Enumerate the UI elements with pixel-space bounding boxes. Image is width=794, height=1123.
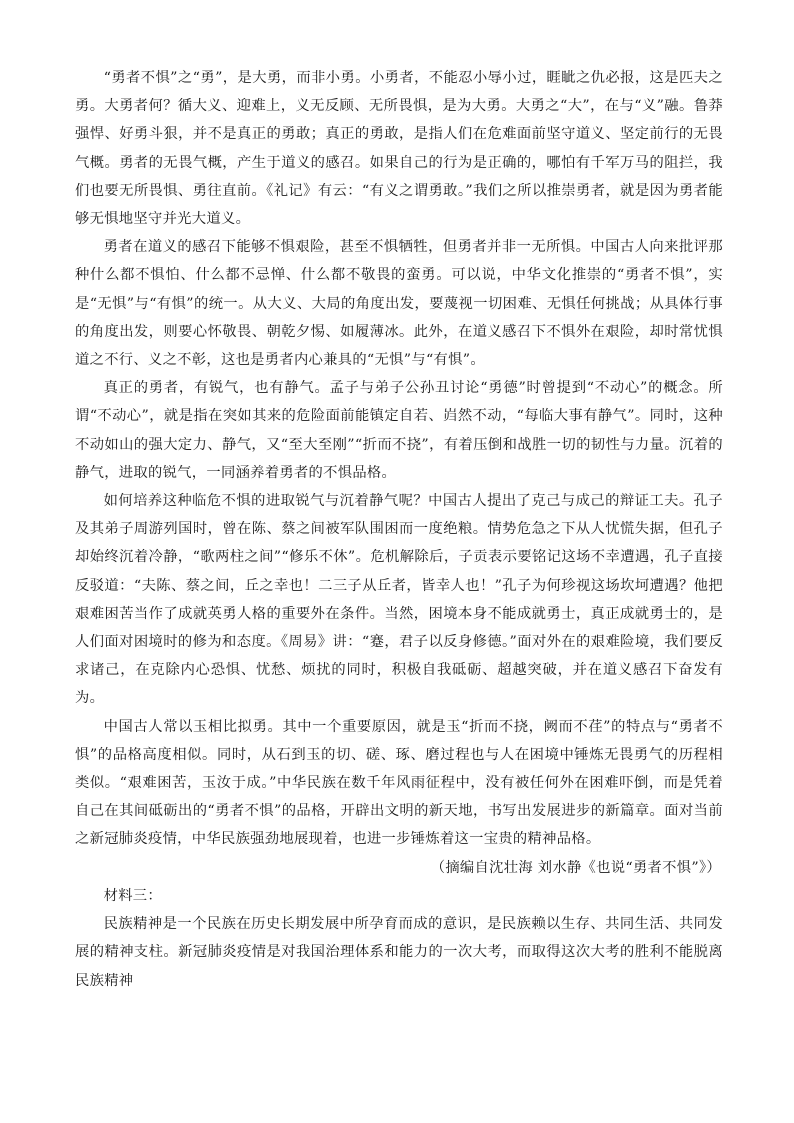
source-citation: （摘编自沈壮海 刘水静《也说“勇者不惧”》） <box>430 859 721 876</box>
paragraph-4: 如何培养这种临危不惧的进取锐气与沉着静气呢？中国古人提出了克己与成己的辩证工夫。孔子及其弟子周游列国时，曾在陈、蔡之间被军队围困而一度绝粮。情势危急之下从人忧慌失据，但孔子却始终沉着冷静，“歌两柱之间”“修乐不休”。危机解除后，子贡表示要铭记这场不幸遭遇，孔子直接反驳道：“夫陈、蔡之间，丘之幸也！二三子从丘者，皆幸人也！”孔子为何珍视这场坎坷遭遇？他把艰难困苦当作了成就英勇人格的重要外在条件。当然，困境本身不能成就勇士，真正成就勇士的，是人们面对困境时的修为和态度。《周易》讲：“蹇，君子以反身修德。”面对外在的艰难险境，我们要反求诸己，在克除内心恐惧、忧愁、烦扰的同时，积极自我砥砺、超越突破，并在道义感召下奋发有为。 <box>75 493 723 707</box>
material-heading: 材料三： <box>103 887 162 904</box>
paragraph-3: 真正的勇者，有锐气，也有静气。孟子与弟子公孙丑讨论“勇德”时曾提到“不动心”的概念。所谓“不动心”，就是指在突如其来的危险面前能镇定自若、岿然不动，“每临大事有静气”。同时，这种不动如山的强大定力、静气，又“至大至刚”“折而不挠”，有着压倒和战胜一切的韧性与力量。沉着的静气，进取的锐气，一同涵养着勇者的不惧品格。 <box>75 380 723 481</box>
material-paragraph-1: 民族精神是一个民族在历史长期发展中所孕育而成的意识，是民族赖以生存、共同生活、共同发展的精神支柱。新冠肺炎疫情是对我国治理体系和能力的一次大考，而取得这次大考的胜利不能脱离民族精神 <box>75 916 723 989</box>
paragraph-5: 中国古人常以玉相比拟勇。其中一个重要原因，就是玉“折而不挠，阙而不荏”的特点与“勇者不惧”的品格高度相似。同时，从石到玉的切、磋、琢、磨过程也与人在困境中锤炼无畏勇气的历程相类似。“艰难困苦，玉汝于成。”中华民族在数千年风雨征程中，没有被任何外在困难吓倒，而是凭着自己在其间砥砺出的“勇者不惧”的品格，开辟出文明的新天地，书写出发展进步的新篇章。面对当前之新冠肺炎疫情，中华民族强劲地展现着，也进一步锤炼着这一宝贵的精神品格。 <box>75 718 723 848</box>
paragraph-1: “勇者不惧”之“勇”，是大勇，而非小勇。小勇者，不能忍小辱小过，睚眦之仇必报，这是匹夫之勇。大勇者何？循大义、迎难上，义无反顾、无所畏惧，是为大勇。大勇之“大”，在与“义”融。鲁莽强悍、好勇斗狠，并不是真正的勇敢；真正的勇敢，是指人们在危难面前坚守道义、坚定前行的无畏气概。勇者的无畏气概，产生于道义的感召。如果自己的行为是正确的，哪怕有千军万马的阻拦，我们也要无所畏惧、勇往直前。《礼记》有云：“有义之谓勇敢。”我们之所以推崇勇者，就是因为勇者能够无惧地坚守并光大道义。 <box>75 70 723 228</box>
document-page <box>75 64 723 995</box>
paragraph-2: 勇者在道义的感召下能够不惧艰险，甚至不惧牺牲，但勇者并非一无所惧。中国古人向来批评那种什么都不惧怕、什么都不忌惮、什么都不敬畏的蛮勇。可以说，中华文化推崇的“勇者不惧”，实是“无惧”与“有惧”的统一。从大义、大局的角度出发，要蔑视一切困难、无惧任何挑战；从具体行事的角度出发，则要心怀敬畏、朝乾夕惕、如履薄冰。此外，在道义感召下不惧外在艰险，却时常忧惧道之不行、义之不彰，这也是勇者内心兼具的“无惧”与“有惧”。 <box>75 239 723 369</box>
